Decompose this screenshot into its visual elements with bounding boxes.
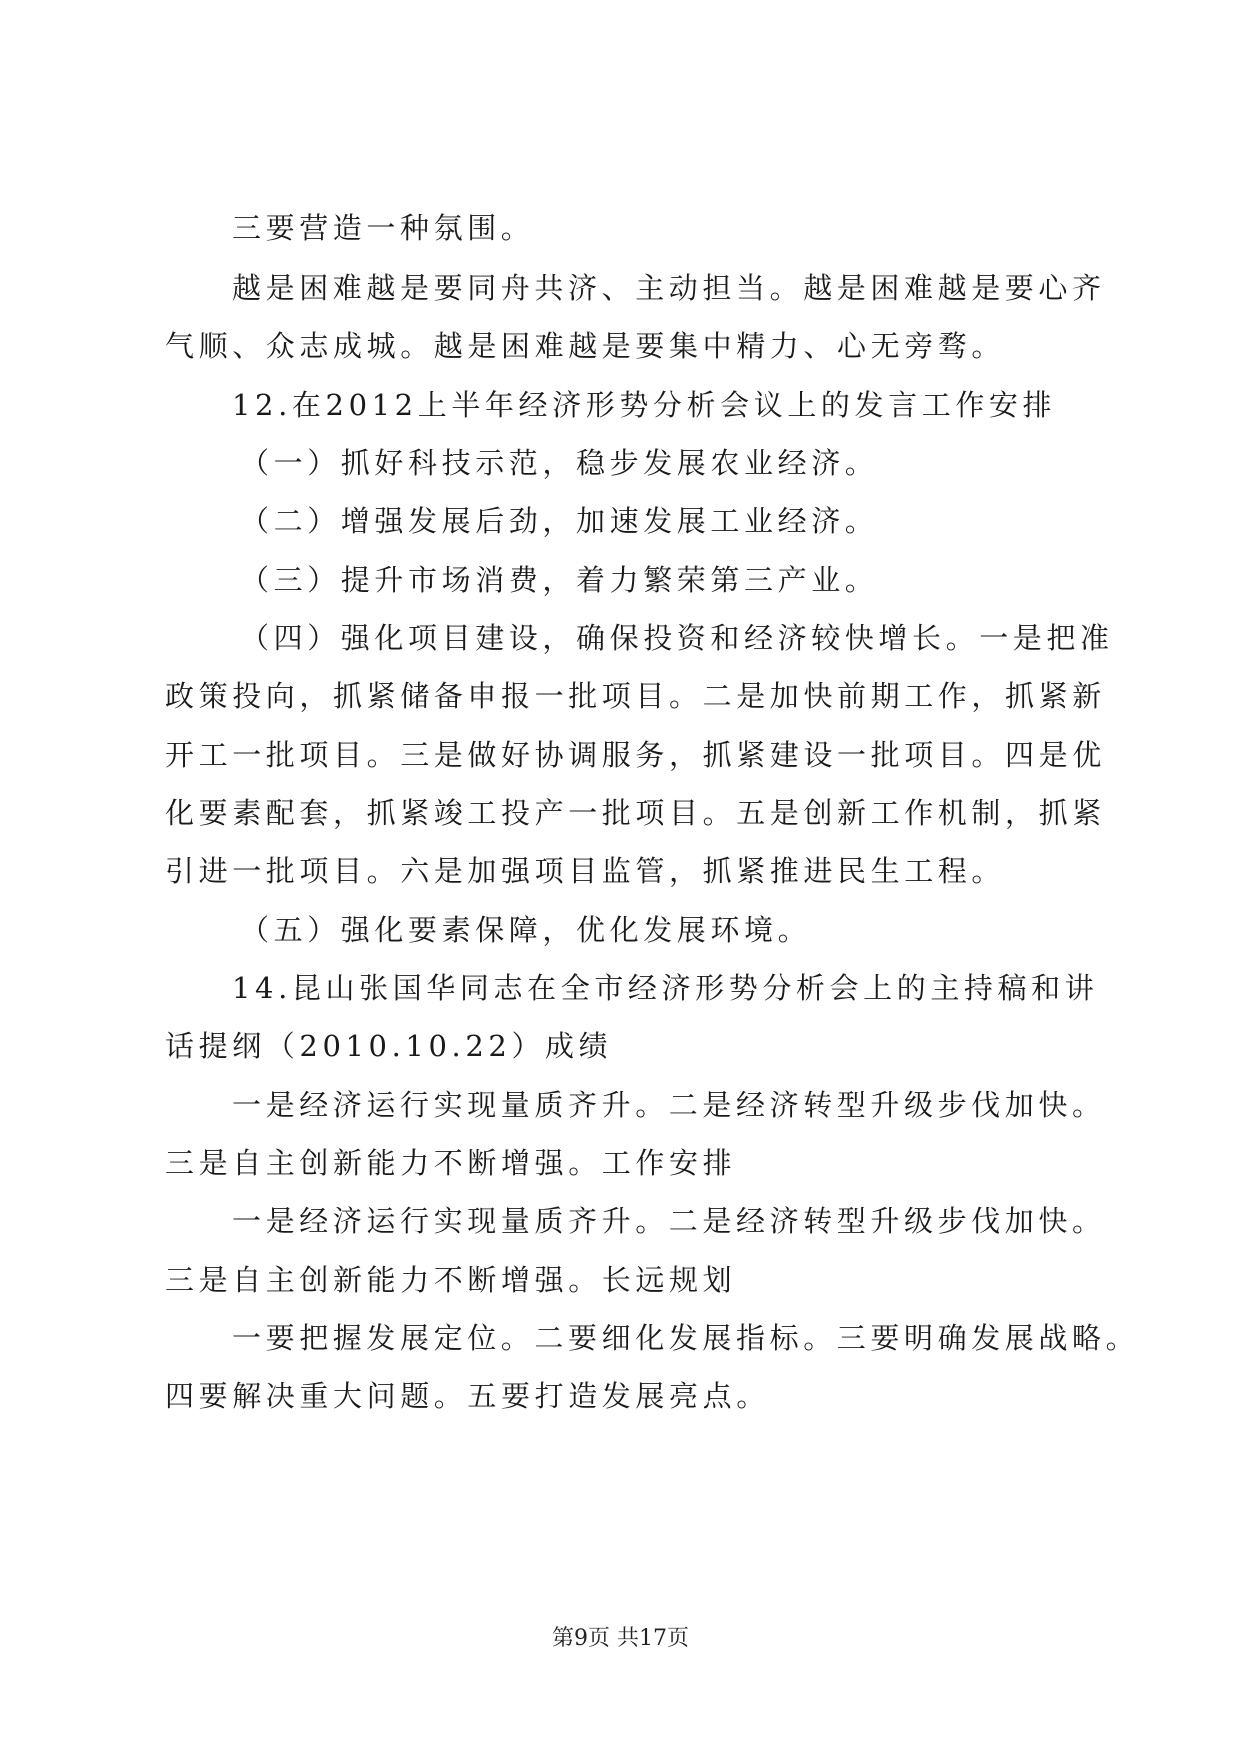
paragraph-line: 化要素配套，抓紧竣工投产一批项目。五是创新工作机制，抓紧 <box>165 796 1106 830</box>
list-item: （五）强化要素保障，优化发展环境。 <box>240 913 812 947</box>
page-footer: 第9页 共17页 <box>552 1626 689 1651</box>
paragraph-line: 三是自主创新能力不断增强。长远规划 <box>165 1263 737 1297</box>
section-heading: 14.昆山张国华同志在全市经济形势分析会上的主持稿和讲 <box>232 971 1099 1005</box>
paragraph-line: 一要把握发展定位。二要细化发展指标。三要明确发展战略。 <box>232 1321 1140 1355</box>
list-item: （二）增强发展后劲，加速发展工业经济。 <box>240 504 879 538</box>
section-heading-cont: 话提纲（2010.10.22）成绩 <box>165 1029 613 1063</box>
paragraph-line: 一是经济运行实现量质齐升。二是经济转型升级步伐加快。 <box>232 1204 1106 1238</box>
paragraph-line: 三要营造一种氛围。 <box>232 211 535 245</box>
list-item: （四）强化项目建设，确保投资和经济较快增长。一是把准 <box>240 621 1114 655</box>
paragraph-line: 引进一批项目。六是加强项目监管，抓紧推进民生工程。 <box>165 854 1006 888</box>
list-item: （三）提升市场消费，着力繁荣第三产业。 <box>240 563 879 597</box>
paragraph-line: 四要解决重大问题。五要打造发展亮点。 <box>165 1379 770 1413</box>
paragraph-line: 开工一批项目。三是做好协调服务，抓紧建设一批项目。四是优 <box>165 738 1106 772</box>
paragraph-line: 三是自主创新能力不断增强。工作安排 <box>165 1146 737 1180</box>
paragraph-line: 越是困难越是要同舟共济、主动担当。越是困难越是要心齐 <box>232 271 1106 305</box>
list-item: （一）抓好科技示范，稳步发展农业经济。 <box>240 446 879 480</box>
section-heading: 12.在2012上半年经济形势分析会议上的发言工作安排 <box>232 388 1057 422</box>
paragraph-line: 气顺、众志成城。越是困难越是要集中精力、心无旁骛。 <box>165 329 1006 363</box>
paragraph-line: 一是经济运行实现量质齐升。二是经济转型升级步伐加快。 <box>232 1088 1106 1122</box>
paragraph-line: 政策投向，抓紧储备申报一批项目。二是加快前期工作，抓紧新 <box>165 679 1106 713</box>
